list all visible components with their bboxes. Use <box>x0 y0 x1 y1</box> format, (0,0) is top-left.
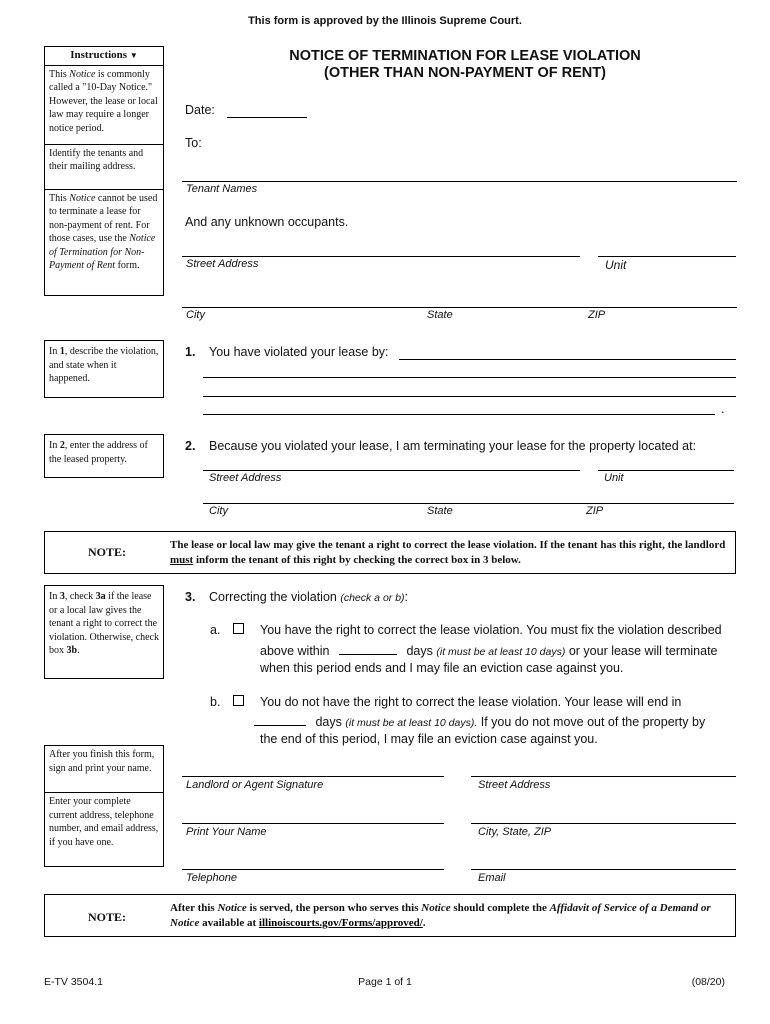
instructions-box-signature <box>44 745 164 867</box>
note2-label: NOTE: <box>87 910 126 924</box>
instructions-box-item2: In 2, enter the address of the leased property. <box>44 434 164 478</box>
option-b-days-input[interactable] <box>254 713 306 726</box>
tenant-names-label: Tenant Names <box>186 183 258 195</box>
caret-down-icon: ▼ <box>129 51 138 60</box>
item2-text: Because you violated your lease, I am terminating your lease for the property located at: <box>209 439 697 453</box>
approval-statement: This form is approved by the Illinois Supreme Court. <box>248 15 522 27</box>
note-box-2 <box>44 894 736 937</box>
title-line-2: (OTHER THAN NON-PAYMENT OF RENT) <box>324 65 606 81</box>
option-b-checkbox[interactable] <box>233 695 244 706</box>
item2-number: 2. <box>185 439 196 453</box>
property-zip-label: ZIP <box>586 505 604 517</box>
option-a-days-input[interactable] <box>339 642 397 655</box>
note-text: The lease or local law may give the tenant a right to correct the lease violation. If the tenant has this right, the landlord must inform the tenant of this right by checking the correct box in 3 below. <box>170 539 726 566</box>
violation-period: . <box>721 402 725 416</box>
date-input-line[interactable] <box>227 117 307 118</box>
zip-label: ZIP <box>588 309 606 321</box>
telephone-line[interactable] <box>182 869 444 870</box>
note-label: NOTE: <box>87 545 126 559</box>
property-street-line[interactable] <box>203 470 580 471</box>
property-city-label: City <box>209 505 228 517</box>
item3-heading: Correcting the violation (check a or b): <box>209 590 409 604</box>
city-state-zip-line[interactable] <box>182 307 737 308</box>
property-state-label: State <box>427 505 453 517</box>
option-a-line3: when this period ends and I may file an eviction case against you. <box>260 661 624 675</box>
form-id: E-TV 3504.1 <box>44 976 103 988</box>
note2-text: After this Notice is served, the person who serves this Notice should complete the Affidavit of Service of a Demand or Notice available at illinoiscourts.gov/Forms/approved/. <box>170 902 711 929</box>
page-title <box>165 48 765 82</box>
unit-line[interactable] <box>598 256 736 257</box>
property-unit-line[interactable] <box>598 470 734 471</box>
note-box-1 <box>44 531 736 574</box>
option-b-line1: You do not have the right to correct the lease violation. Your lease will end in <box>260 695 682 709</box>
instructions-header[interactable]: Instructions ▼ <box>70 49 138 61</box>
unknown-occupants-text: And any unknown occupants. <box>185 215 349 229</box>
date-label: Date: <box>185 103 215 117</box>
instruction-non-payment: This Notice cannot be used to terminate a lease for non-payment of rent. For those cases, use the Notice of Termination for Non-Payment of Rent form. <box>45 189 163 273</box>
city-label: City <box>186 309 205 321</box>
property-city-line[interactable] <box>203 503 734 504</box>
tenant-names-line[interactable] <box>182 181 737 182</box>
unit-label: Unit <box>605 258 627 272</box>
violation-line-4[interactable] <box>203 414 715 415</box>
instructions-box-1 <box>44 46 164 296</box>
instruction-contact: Enter your complete current address, telephone number, and email address, if you have one. <box>45 792 163 849</box>
instructions-box-item1: In 1, describe the violation, and state when it happened. <box>44 340 164 398</box>
page-number: Page 1 of 1 <box>358 976 412 988</box>
item3-number: 3. <box>185 590 196 604</box>
option-a-line2: above within days (it must be at least 10 days) or your lease will terminate <box>260 644 718 658</box>
agent-city-label: City, State, ZIP <box>478 826 552 838</box>
instruction-sign: After you finish this form, sign and print your name. <box>49 749 155 774</box>
property-unit-label: Unit <box>604 472 624 484</box>
option-b-line3: the end of this period, I may file an eviction case against you. <box>260 732 598 746</box>
street-address-line[interactable] <box>182 256 580 257</box>
instruction-identify-tenants: Identify the tenants and their mailing address. <box>45 144 163 187</box>
signature-label: Landlord or Agent Signature <box>186 779 324 791</box>
violation-line-2[interactable] <box>203 377 736 378</box>
violation-line-3[interactable] <box>203 396 736 397</box>
violation-line-1[interactable] <box>399 359 736 360</box>
signature-line[interactable] <box>182 776 444 777</box>
option-b-line2: days (it must be at least 10 days). If you do not move out of the property by <box>254 713 705 729</box>
telephone-label: Telephone <box>186 872 237 884</box>
property-street-label: Street Address <box>209 472 282 484</box>
title-line-1: NOTICE OF TERMINATION FOR LEASE VIOLATION <box>289 48 641 64</box>
to-label: To: <box>185 136 202 150</box>
print-name-line[interactable] <box>182 823 444 824</box>
form-date: (08/20) <box>691 976 725 988</box>
agent-street-label: Street Address <box>478 779 551 791</box>
item1-number: 1. <box>185 345 196 359</box>
instructions-box-item3: In 3, check 3a if the lease or a local law gives the tenant a right to correct the violation. Otherwise, check box 3b. <box>44 585 164 679</box>
item1-text: You have violated your lease by: <box>209 345 389 359</box>
option-a-checkbox[interactable] <box>233 623 244 634</box>
option-b-letter: b. <box>210 695 221 709</box>
email-label: Email <box>478 872 506 884</box>
print-name-label: Print Your Name <box>186 826 267 838</box>
street-address-label: Street Address <box>186 258 259 270</box>
approved-forms-link[interactable]: illinoiscourts.gov/Forms/approved/ <box>258 917 423 929</box>
email-line[interactable] <box>471 869 736 870</box>
agent-city-line[interactable] <box>471 823 736 824</box>
option-a-letter: a. <box>210 623 221 637</box>
option-a-line1: You have the right to correct the lease violation. You must fix the violation described <box>260 623 722 637</box>
state-label: State <box>427 309 453 321</box>
instruction-notice-period: This Notice is commonly called a "10-Day Notice." However, the lease or local law may require a longer notice period. <box>45 65 163 142</box>
agent-street-line[interactable] <box>471 776 736 777</box>
